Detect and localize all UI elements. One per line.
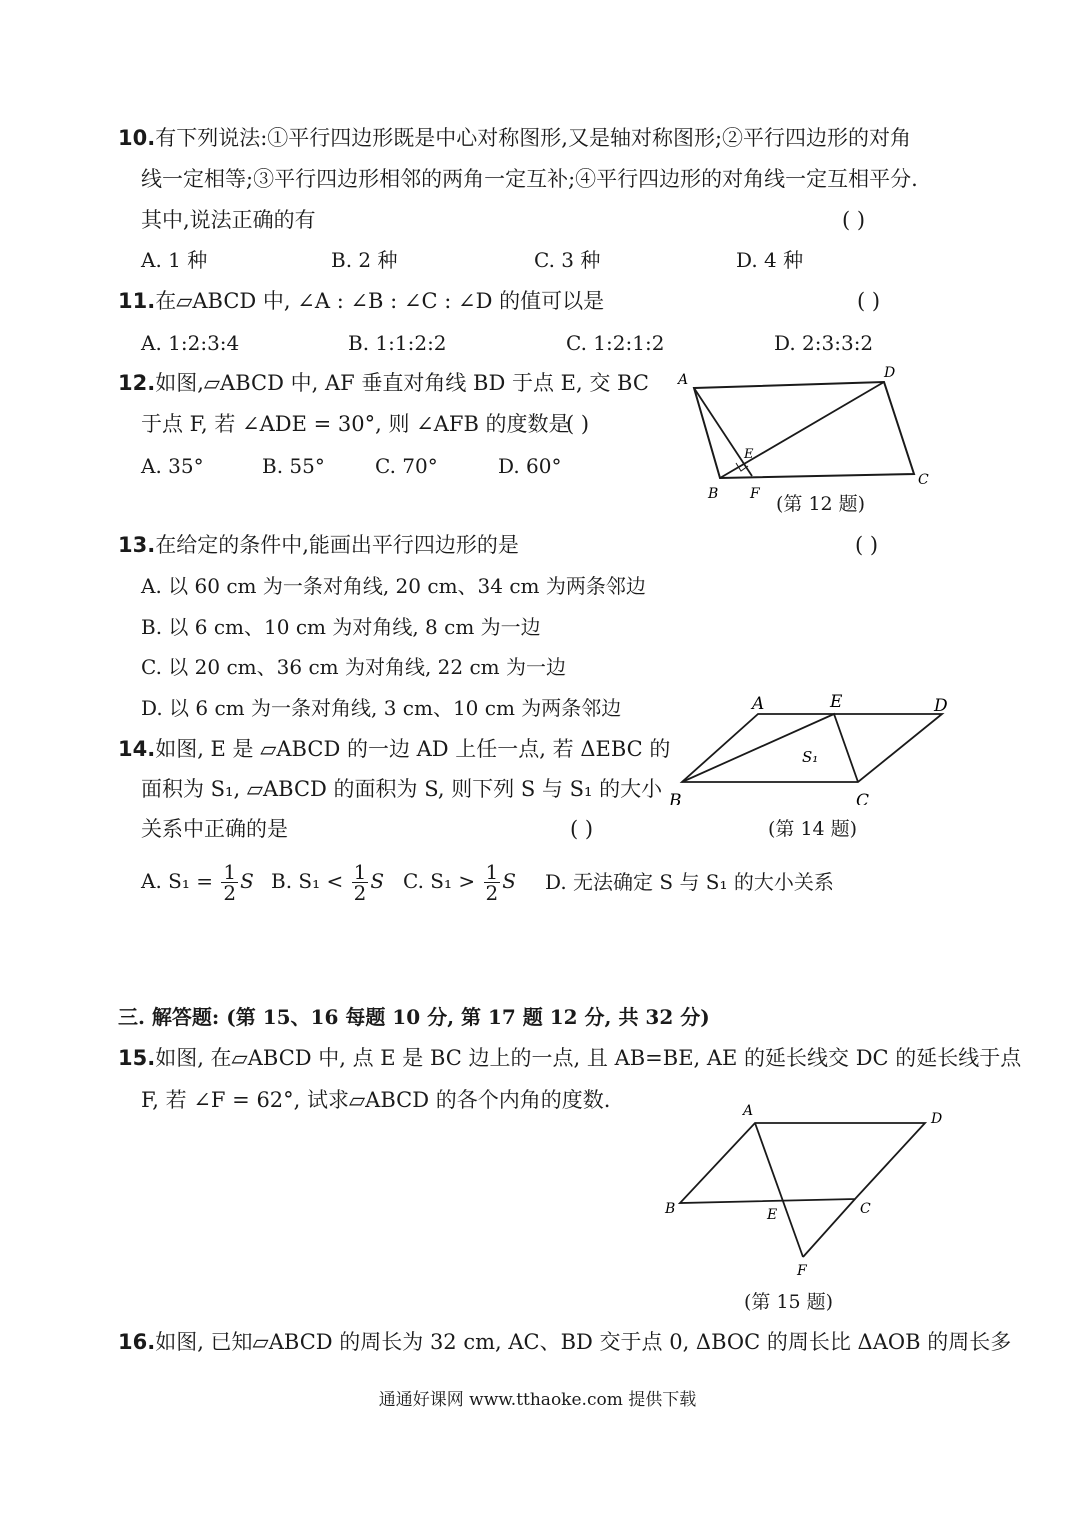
q14-frac-den-c: 2: [485, 881, 499, 905]
q13-number: 13.: [118, 533, 156, 557]
q12-figure: [670, 360, 940, 500]
q16-text: 如图, 已知▱ABCD 的周长为 32 cm, AC、BD 交于点 0, ΔBOC 的周长比 ΔAOB 的周长多: [155, 1330, 1012, 1354]
q10-line1: [118, 124, 911, 152]
q14-frac-num-b: 1: [353, 860, 367, 884]
q14-line3: 关系中正确的是: [141, 817, 288, 841]
q13-option-a: A. 以 60 cm 为一条对角线, 20 cm、34 cm 为两条邻边: [141, 574, 646, 598]
section3-heading: 三. 解答题: (第 15、16 每题 10 分, 第 17 题 12 分, 共 32 分): [118, 1005, 710, 1029]
q11-answer-paren: ( ): [857, 289, 881, 313]
q13-option-b: B. 以 6 cm、10 cm 为对角线, 8 cm 为一边: [141, 615, 541, 639]
q14-caption: (第 14 题): [768, 818, 858, 840]
q15-label-d: D: [931, 1111, 943, 1127]
q15-label-f: F: [797, 1263, 807, 1279]
q12-label-b: B: [708, 486, 719, 500]
q14-number: 14.: [118, 737, 156, 761]
q14-triangle-ebc: [682, 714, 858, 782]
q14-frac-num-a: 1: [223, 860, 237, 884]
q12-label-d: D: [884, 365, 896, 381]
q16-line: [118, 1328, 1011, 1356]
q10-line2: 线一定相等;③平行四边形相邻的两角一定互补;④平行四边形的对角线一定互相平分.: [141, 167, 918, 191]
q12-answer-paren: ( ): [566, 412, 590, 436]
q12-option-d: D. 60°: [498, 454, 562, 478]
q11-option-c: C. 1:2:1:2: [566, 331, 665, 355]
q14-line2: 面积为 S₁, ▱ABCD 的面积为 S, 则下列 S 与 S₁ 的大小: [141, 777, 663, 801]
q10-line3: 其中,说法正确的有: [141, 208, 316, 232]
q14-option-c-fraction: [484, 862, 501, 903]
q14-label-s1: S₁: [802, 748, 819, 766]
q14-option-b-suffix: S: [370, 869, 385, 893]
q12-option-c: C. 70°: [375, 454, 438, 478]
q12-label-e: E: [744, 447, 754, 462]
q12-segment-af: [694, 388, 752, 476]
q13-text: 在给定的条件中,能画出平行四边形的是: [155, 533, 519, 557]
q14-answer-paren: ( ): [570, 817, 594, 841]
q10-option-a: A. 1 种: [141, 248, 208, 272]
q11-text: 在▱ABCD 中, ∠A : ∠B : ∠C : ∠D 的值可以是: [155, 289, 605, 313]
q15-text-line1: 如图, 在▱ABCD 中, 点 E 是 BC 边上的一点, 且 AB=BE, AE 的延长线交 DC 的延长线于点: [155, 1046, 1022, 1070]
q14-frac-num-c: 1: [485, 860, 499, 884]
q13-option-c: C. 以 20 cm、36 cm 为对角线, 22 cm 为一边: [141, 655, 567, 679]
q11-line: [118, 287, 604, 315]
q15-label-a: A: [743, 1103, 754, 1119]
q12-label-f: F: [750, 486, 760, 500]
q10-answer-paren: ( ): [842, 208, 866, 232]
q14-option-d: D. 无法确定 S 与 S₁ 的大小关系: [545, 870, 834, 894]
q15-line2: F, 若 ∠F = 62°, 试求▱ABCD 的各个内角的度数.: [141, 1088, 611, 1112]
q14-option-a-suffix: S: [240, 869, 254, 893]
q14-label-d: D: [934, 696, 948, 716]
q14-option-c-suffix: S: [502, 869, 516, 893]
q15-line-cf: [803, 1199, 855, 1257]
q14-label-a: A: [752, 694, 765, 714]
q12-label-a: A: [678, 372, 689, 388]
q14-option-b: [271, 862, 384, 903]
q11-option-b: B. 1:1:2:2: [348, 331, 447, 355]
q10-number: 10.: [118, 126, 156, 150]
q15-figure: [655, 1095, 955, 1285]
q14-figure: [662, 690, 962, 805]
q14-option-a-fraction: [221, 862, 238, 903]
q12-caption: (第 12 题): [776, 493, 866, 515]
q14-frac-den-a: 2: [223, 881, 237, 905]
q10-text-line1: 有下列说法:①平行四边形既是中心对称图形,又是轴对称图形;②平行四边形的对角: [155, 126, 912, 150]
q12-option-a: A. 35°: [141, 454, 204, 478]
q11-option-a: A. 1:2:3:4: [141, 331, 240, 355]
q13-line: [118, 531, 519, 559]
q12-line1: [118, 369, 649, 397]
q16-number: 16.: [118, 1330, 156, 1354]
q13-answer-paren: ( ): [855, 533, 879, 557]
q14-label-e: E: [830, 692, 843, 712]
q14-option-b-fraction: [352, 862, 369, 903]
q14-option-c: [403, 862, 516, 903]
q14-line1: [118, 735, 670, 763]
q14-text-line1: 如图, E 是 ▱ABCD 的一边 AD 上任一点, 若 ΔEBC 的: [155, 737, 671, 761]
q11-option-d: D. 2:3:3:2: [774, 331, 874, 355]
q14-option-a-prefix: A. S₁ =: [141, 869, 213, 893]
page-footer: 通通好课网 www.tthaoke.com 提供下载: [378, 1390, 697, 1410]
q15-caption: (第 15 题): [744, 1291, 834, 1313]
q12-text-line1: 如图,▱ABCD 中, AF 垂直对角线 BD 于点 E, 交 BC: [155, 371, 649, 395]
q15-number: 15.: [118, 1046, 156, 1070]
q15-label-b: B: [665, 1201, 676, 1217]
q15-line-af: [755, 1123, 803, 1257]
q15-line1: [118, 1044, 1021, 1072]
q10-option-d: D. 4 种: [736, 248, 804, 272]
q15-label-c: C: [860, 1201, 871, 1217]
q15-label-e: E: [767, 1207, 778, 1223]
q14-option-a: [141, 862, 254, 903]
q14-option-c-prefix: C. S₁ >: [403, 869, 476, 893]
q10-option-b: B. 2 种: [331, 248, 398, 272]
q12-line2: 于点 F, 若 ∠ADE = 30°, 则 ∠AFB 的度数是: [141, 412, 570, 436]
q14-label-c: C: [856, 791, 870, 805]
q15-parallelogram: [680, 1123, 925, 1203]
q12-parallelogram: [694, 382, 914, 478]
q11-number: 11.: [118, 289, 156, 313]
q13-option-d: D. 以 6 cm 为一条对角线, 3 cm、10 cm 为两条邻边: [141, 696, 622, 720]
q12-number: 12.: [118, 371, 156, 395]
q14-option-b-prefix: B. S₁ <: [271, 869, 344, 893]
q12-label-c: C: [918, 472, 929, 488]
q10-option-c: C. 3 种: [534, 248, 601, 272]
q14-label-b: B: [669, 791, 682, 805]
q12-option-b: B. 55°: [262, 454, 325, 478]
q14-frac-den-b: 2: [353, 881, 367, 905]
